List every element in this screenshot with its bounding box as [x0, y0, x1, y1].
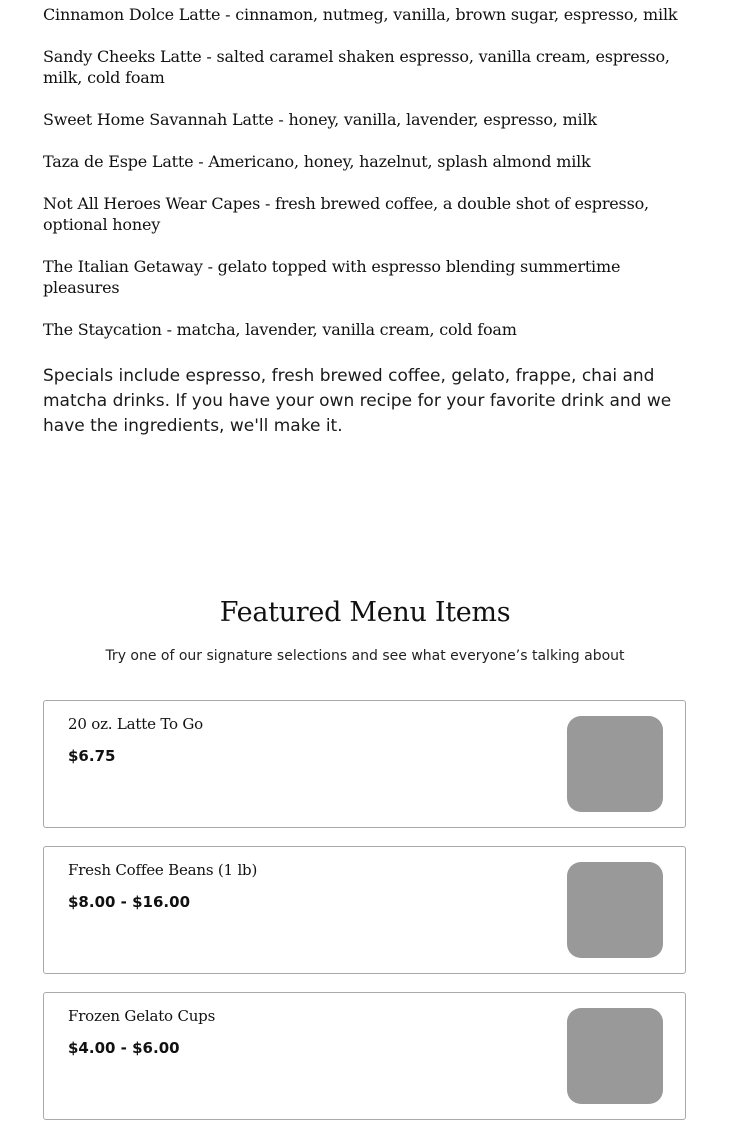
drink-list	[43, 4, 693, 340]
featured-section-title: Featured Menu Items	[219, 597, 511, 628]
menu-item-card[interactable]	[43, 700, 686, 828]
menu-item-name[interactable]: Frozen Gelato Cups	[68, 1007, 216, 1025]
menu-item-name[interactable]: 20 oz. Latte To Go	[68, 715, 203, 733]
drink-description: The Staycation - matcha, lavender, vanilla cream, cold foam	[43, 320, 517, 339]
menu-item-image[interactable]	[567, 862, 663, 958]
drink-description: The Italian Getaway - gelato topped with espresso blending summertime pleasures	[43, 257, 621, 297]
menu-item-price: $6.75	[68, 747, 116, 765]
menu-item-image[interactable]	[567, 1008, 663, 1104]
menu-item-price: $8.00 - $16.00	[68, 893, 190, 911]
drink-description: Sandy Cheeks Latte - salted caramel shaken espresso, vanilla cream, espresso, milk, cold foam	[43, 47, 670, 87]
drink-description: Sweet Home Savannah Latte - honey, vanilla, lavender, espresso, milk	[43, 110, 597, 129]
drink-description: Not All Heroes Wear Capes - fresh brewed coffee, a double shot of espresso, optional honey	[43, 194, 649, 234]
featured-section-subtitle: Try one of our signature selections and see what everyone’s talking about	[105, 648, 625, 664]
menu-item-card[interactable]	[43, 846, 686, 974]
menu-item-name[interactable]: Fresh Coffee Beans (1 lb)	[68, 861, 258, 879]
menu-item-card[interactable]	[43, 992, 686, 1120]
drink-description: Cinnamon Dolce Latte - cinnamon, nutmeg, vanilla, brown sugar, espresso, milk	[43, 5, 678, 24]
drink-description: Taza de Espe Latte - Americano, honey, hazelnut, splash almond milk	[43, 152, 591, 171]
menu-item-price: $4.00 - $6.00	[68, 1039, 180, 1057]
specials-paragraph: Specials include espresso, fresh brewed coffee, gelato, frappe, chai and matcha drinks. If you have your own recipe for your favorite drink and we have the ingredients, we'll make it.	[43, 366, 672, 436]
menu-item-image[interactable]	[567, 716, 663, 812]
